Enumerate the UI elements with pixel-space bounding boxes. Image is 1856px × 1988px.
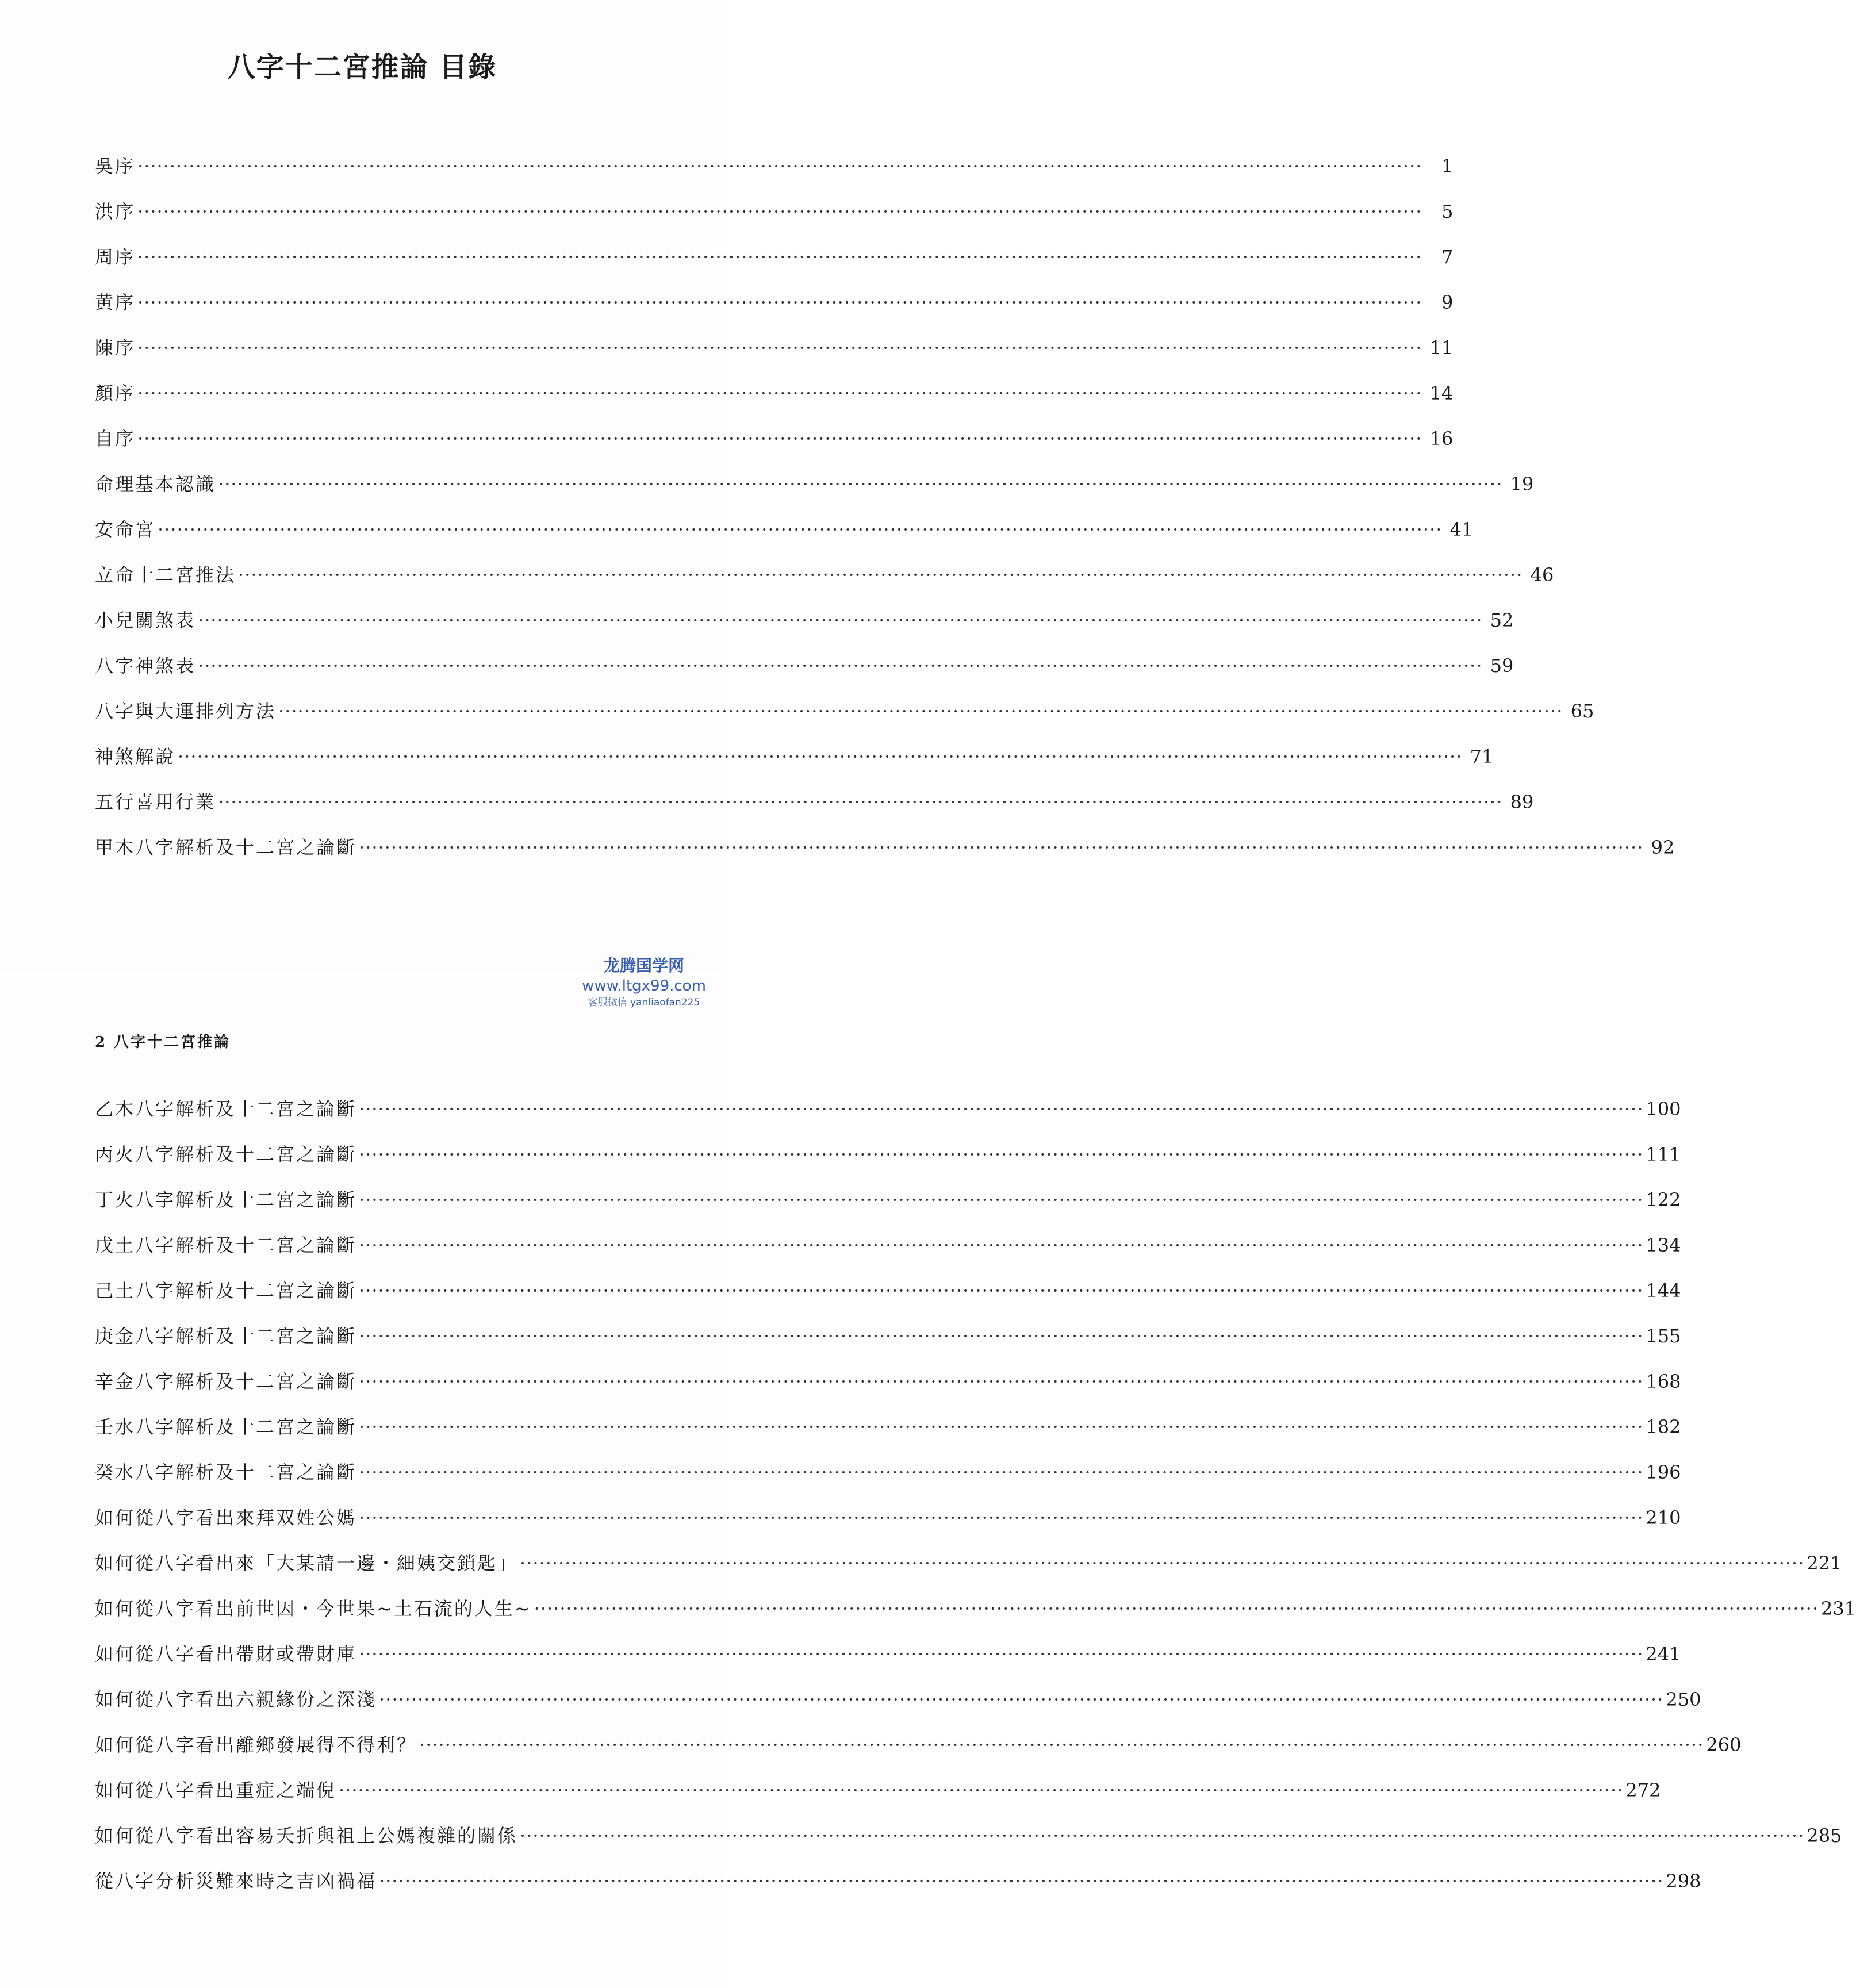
toc-entry-label: 八字與大運排列方法 [95, 700, 277, 722]
toc-entry [95, 734, 1494, 780]
toc-title: 八字十二宮推論 目錄 [227, 51, 497, 83]
toc-leader-dots: ········································································································································································································ [359, 836, 1644, 858]
toc-entry [95, 1677, 1701, 1722]
toc-leader-dots: ········································································································································································································ [359, 1643, 1644, 1665]
toc-entry [95, 1314, 1681, 1359]
toc-entry-page: 134 [1646, 1234, 1681, 1256]
toc-entry-page: 52 [1490, 609, 1514, 631]
toc-entry-page: 122 [1646, 1189, 1681, 1211]
toc-entry-page: 41 [1449, 519, 1474, 540]
toc-leader-dots: ········································································································································································································ [359, 1325, 1644, 1347]
toc-entry-page: 231 [1821, 1598, 1856, 1619]
toc-entry-page: 7 [1441, 246, 1454, 268]
watermark [563, 955, 724, 1010]
toc-leader-dots: ········································································································································································································ [137, 382, 1422, 404]
toc-entry [95, 1541, 1842, 1586]
toc-entry-label: 洪序 [95, 201, 136, 222]
toc-entry-label: 如何從八字看出帶財或帶財庫 [95, 1643, 357, 1665]
toc-entry-label: 乙木八字解析及十二宮之論斷 [95, 1098, 357, 1120]
toc-entry-label: 如何從八字看出容易夭折與祖上公媽複雜的關係 [95, 1825, 518, 1847]
toc-entry-label: 如何從八字看出離鄉發展得不得利？ [95, 1734, 417, 1756]
toc-leader-dots: ········································································································································································································ [359, 1371, 1644, 1392]
toc-entry-label: 陳序 [95, 337, 136, 359]
toc-entry-page: 111 [1646, 1143, 1681, 1165]
toc-entry-page: 46 [1530, 564, 1554, 586]
toc-entry [95, 1632, 1681, 1677]
toc-entry-page: 196 [1646, 1461, 1681, 1483]
toc-leader-dots: ········································································································································································································ [359, 1143, 1644, 1165]
toc-entry [95, 598, 1514, 643]
toc-entry-page: 1 [1441, 155, 1454, 177]
toc-entry [95, 1722, 1742, 1768]
toc-leader-dots: ········································································································································································································ [379, 1688, 1664, 1710]
toc-leader-dots: ········································································································································································································ [137, 428, 1422, 450]
toc-page-2 [0, 977, 1856, 1988]
toc-entry-label: 自序 [95, 428, 136, 450]
toc-leader-dots: ········································································································································································································ [278, 700, 1563, 722]
toc-leader-dots: ········································································································································································································ [379, 1870, 1664, 1892]
toc-entry-page: 298 [1666, 1870, 1701, 1892]
toc-entry-label: 顏序 [95, 382, 136, 404]
toc-entry-label: 命理基本認識 [95, 473, 216, 495]
toc-entry [95, 1586, 1856, 1632]
toc-leader-dots: ········································································································································································································ [137, 201, 1422, 222]
toc-entry-label: 立命十二宮推法 [95, 564, 236, 586]
toc-entry [95, 325, 1454, 371]
toc-entry [95, 235, 1454, 280]
toc-leader-dots: ········································································································································································································ [178, 746, 1463, 767]
toc-leader-dots: ········································································································································································································ [520, 1825, 1805, 1847]
toc-entry-label: 庚金八字解析及十二宮之論斷 [95, 1325, 357, 1347]
toc-entry-page: 65 [1570, 700, 1594, 722]
toc-leader-dots: ········································································································································································································ [359, 1098, 1644, 1120]
toc-entry [95, 1404, 1681, 1450]
toc-entry-label: 癸水八字解析及十二宮之論斷 [95, 1461, 357, 1483]
toc-entry [95, 280, 1454, 325]
toc-leader-dots: ········································································································································································································ [137, 155, 1422, 177]
toc-entry-page: 260 [1706, 1734, 1742, 1756]
toc-entry [95, 507, 1474, 552]
toc-entry [95, 462, 1534, 507]
toc-entry-label: 黄序 [95, 291, 136, 313]
toc-entry [95, 1859, 1701, 1904]
watermark-contact: 客服微信 yanliaofan225 [588, 997, 700, 1008]
toc-leader-dots: ········································································································································································································ [534, 1598, 1819, 1619]
toc-entry-page: 71 [1470, 746, 1494, 767]
toc-entry-label: 丙火八字解析及十二宮之論斷 [95, 1143, 357, 1165]
toc-leader-dots: ········································································································································································································ [359, 1507, 1644, 1529]
toc-leader-dots: ········································································································································································································ [198, 655, 1483, 677]
toc-entry-page: 155 [1646, 1325, 1681, 1347]
toc-entry [95, 780, 1534, 825]
toc-entry [95, 1450, 1681, 1495]
toc-entry-page: 59 [1490, 655, 1514, 677]
toc-entry [95, 1177, 1681, 1223]
toc-leader-dots: ········································································································································································································ [238, 564, 1523, 586]
toc-entry-page: 11 [1429, 337, 1454, 359]
toc-entry-label: 己土八字解析及十二宮之論斷 [95, 1280, 357, 1302]
toc-entry-label: 如何從八字看出六親緣份之深淺 [95, 1688, 377, 1710]
toc-entry-label: 如何從八字看出來「大某請一邊・細姨交鎖匙」 [95, 1552, 518, 1574]
toc-entry-page: 168 [1646, 1371, 1681, 1392]
toc-entry-page: 210 [1646, 1507, 1681, 1529]
toc-entry-label: 從八字分析災難來時之吉凶禍福 [95, 1870, 377, 1892]
toc-leader-dots: ········································································································································································································ [218, 473, 1503, 495]
toc-entry [95, 825, 1675, 870]
toc-entry-page: 14 [1429, 382, 1454, 404]
toc-entry-page: 89 [1510, 791, 1534, 813]
toc-entry [95, 1268, 1681, 1314]
toc-entry [95, 643, 1514, 689]
toc-leader-dots: ········································································································································································································ [198, 609, 1483, 631]
toc-list [95, 1087, 1856, 1904]
toc-entry-page: 9 [1441, 291, 1454, 313]
toc-entry [95, 1087, 1681, 1132]
toc-leader-dots: ········································································································································································································ [359, 1280, 1644, 1302]
toc-leader-dots: ········································································································································································································ [359, 1189, 1644, 1211]
toc-entry [95, 1813, 1842, 1859]
toc-leader-dots: ········································································································································································································ [419, 1734, 1704, 1756]
toc-leader-dots: ········································································································································································································ [359, 1416, 1644, 1438]
toc-page-1 [0, 0, 1675, 972]
toc-entry-label: 八字神煞表 [95, 655, 196, 677]
toc-entry-label: 如何從八字看出來拜双姓公媽 [95, 1507, 357, 1529]
toc-entry-page: 92 [1651, 836, 1675, 858]
toc-leader-dots: ········································································································································································································ [158, 519, 1443, 540]
toc-entry-label: 丁火八字解析及十二宮之論斷 [95, 1189, 357, 1211]
toc-leader-dots: ········································································································································································································ [137, 291, 1422, 313]
toc-leader-dots: ········································································································································································································ [359, 1461, 1644, 1483]
watermark-title: 龙腾国学网 [603, 956, 684, 975]
toc-entry-label: 吳序 [95, 155, 136, 177]
toc-entry-label: 神煞解說 [95, 746, 176, 767]
toc-leader-dots: ········································································································································································································ [137, 246, 1422, 268]
toc-entry-page: 272 [1625, 1779, 1661, 1801]
toc-entry-label: 甲木八字解析及十二宮之論斷 [95, 836, 357, 858]
toc-entry-label: 如何從八字看出重症之端倪 [95, 1779, 337, 1801]
running-head: 2 八字十二宮推論 [95, 1034, 231, 1051]
toc-leader-dots: ········································································································································································································ [218, 791, 1503, 813]
toc-entry-label: 辛金八字解析及十二宮之論斷 [95, 1371, 357, 1392]
toc-leader-dots: ········································································································································································································ [359, 1234, 1644, 1256]
toc-entry-label: 安命宮 [95, 519, 156, 540]
toc-entry-page: 285 [1807, 1825, 1842, 1847]
toc-entry-page: 16 [1429, 428, 1454, 450]
toc-entry [95, 1768, 1661, 1813]
toc-entry-page: 144 [1646, 1280, 1681, 1302]
toc-leader-dots: ········································································································································································································ [137, 337, 1422, 359]
toc-entry [95, 1495, 1681, 1541]
toc-entry-label: 如何從八字看出前世因・今世果~土石流的人生~ [95, 1598, 532, 1619]
toc-entry-page: 5 [1441, 201, 1454, 222]
toc-entry-label: 周序 [95, 246, 136, 268]
toc-leader-dots: ········································································································································································································ [520, 1552, 1805, 1574]
toc-entry-page: 241 [1646, 1643, 1681, 1665]
toc-entry [95, 416, 1454, 462]
toc-entry-page: 19 [1510, 473, 1534, 495]
toc-leader-dots: ········································································································································································································ [339, 1779, 1624, 1801]
toc-entry-page: 221 [1807, 1552, 1842, 1574]
toc-entry-label: 五行喜用行業 [95, 791, 216, 813]
toc-entry-label: 戊土八字解析及十二宮之論斷 [95, 1234, 357, 1256]
toc-entry [95, 552, 1554, 598]
toc-entry-page: 250 [1666, 1688, 1701, 1710]
toc-entry [95, 189, 1454, 235]
toc-entry [95, 1223, 1681, 1268]
toc-entry-page: 182 [1646, 1416, 1681, 1438]
toc-entry-label: 小兒關煞表 [95, 609, 196, 631]
toc-entry [95, 1132, 1681, 1177]
toc-entry-label: 壬水八字解析及十二宮之論斷 [95, 1416, 357, 1438]
toc-entry-page: 100 [1646, 1098, 1681, 1120]
toc-entry [95, 689, 1594, 734]
toc-entry [95, 144, 1454, 189]
toc-entry [95, 1359, 1681, 1404]
toc-entry [95, 371, 1454, 416]
watermark-url: www.ltgx99.com [582, 977, 706, 995]
toc-list [95, 144, 1675, 870]
